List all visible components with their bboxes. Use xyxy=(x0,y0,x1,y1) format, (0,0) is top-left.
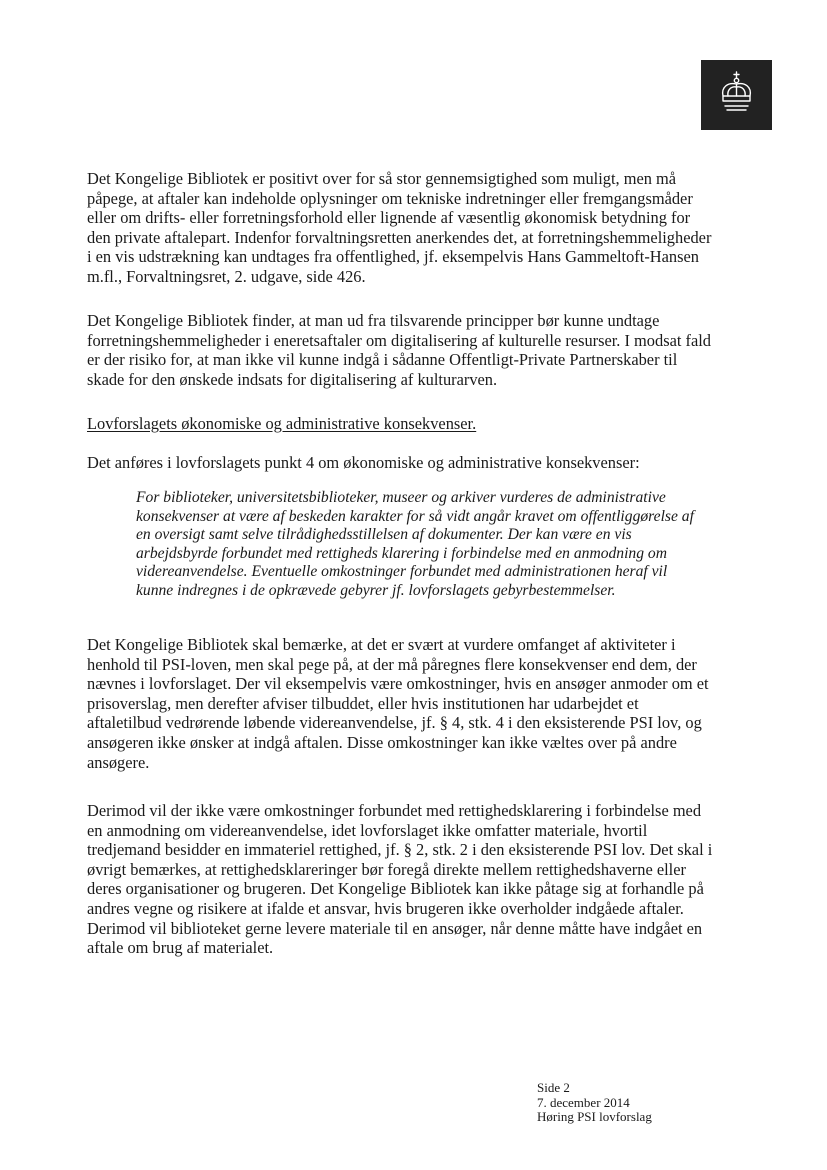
crown-logo-icon xyxy=(701,60,772,130)
block-quote: For biblioteker, universitetsbiblioteker, museer og arkiver vurderes de administrative konsekvenser at være af beskeden karakter for så vidt angår kravet om offentliggørelse af en oversigt samt selve tilrådighedsstillelsen af dokumenter. Der kan være en vis arbejdsbyrde forbundet med rettigheds klarering i forbindelse med en anmodning om videreanvendelse. Eventuelle omkostninger forbundet med administrationen heraf vil kunne indregnes i de opkrævede gebyrer jf. lovforslagets gebyrbestemmelser. xyxy=(136,489,694,599)
paragraph-costs: Det Kongelige Bibliotek skal bemærke, at det er svært at vurdere omfanget af aktiviteter i henhold til PSI-loven, men skal pege på, at der må påregnes flere konsekvenser end dem, der nævnes i lovforslaget. Der vil eksempelvis være omkostninger, hvis en ansøger anmoder om et prisoverslag, men derefter afviser tilbuddet, eller hvis institutionen har udarbejdet et aftaletilbud vedrørende løbende videreanvendelse, jf. § 4, stk. 4 i den eksisterende PSI lov, og ansøgeren ikke ønsker at indgå aftalen. Disse omkostninger kan ikke væltes over på andre ansøgere. xyxy=(87,635,709,772)
section-heading: Lovforslagets økonomiske og administrative konsekvenser. xyxy=(87,414,477,433)
footer xyxy=(537,1081,652,1125)
paragraph-exclusive-agreements: Det Kongelige Bibliotek finder, at man ud fra tilsvarende principper bør kunne undtage forretningshemmeligheder i eneretsaftaler om digitalisering af kulturelle resurser. I modsat fald er der risiko for, at man ikke vil kunne indgå i sådanne Offentligt-Private Partnerskaber til skade for den ønskede indsats for digitalisering af kulturarven. xyxy=(87,311,711,389)
footer-subject: Høring PSI lovforslag xyxy=(537,1109,652,1125)
footer-page-number: Side 2 xyxy=(537,1080,570,1095)
footer-date: 7. december 2014 xyxy=(537,1094,630,1110)
paragraph-rights-clearing: Derimod vil der ikke være omkostninger forbundet med rettighedsklarering i forbindelse med en anmodning om videreanvendelse, idet lovforslaget ikke omfatter materiale, hvortil tredjemand besidder en immateriel rettighed, jf. § 2, stk. 2 i den eksisterende PSI lov. Det skal i øvrigt bemærkes, at rettighedsklareringer bør foregå direkte mellem rettighedshaverne eller deres organisationer og brugeren. Det Kongelige Bibliotek kan ikke påtage sig at forhandle på andres vegne og risikere at ifalde et ansvar, hvis brugeren ikke overholder indgåede aftaler. Derimod vil biblioteket gerne levere materiale til en ansøger, når denne måtte have indgået en aftale om brug af materialet. xyxy=(87,801,713,958)
paragraph-trade-secrets: Det Kongelige Bibliotek er positivt over for så stor gennemsigtighed som muligt, men må påpege, at aftaler kan indeholde oplysninger om tekniske indretninger eller fremgangsmåder eller om drifts- eller forretningsforhold eller lignende af væsentlig økonomisk betydning for den private aftalepart. Indenfor forvaltningsretten anerkendes det, at forretningshemmeligheder i en vis udstrækning kan undtages fra offentlighed, jf. eksempelvis Hans Gammeltoft-Hansen m.fl., Forvaltningsret, 2. udgave, side 426. xyxy=(87,169,712,286)
paragraph-quote-intro: Det anføres i lovforslagets punkt 4 om økonomiske og administrative konsekvenser: xyxy=(87,453,640,472)
